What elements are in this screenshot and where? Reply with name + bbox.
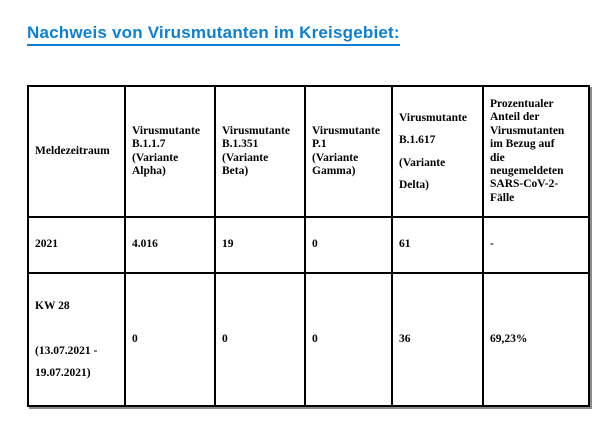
cell-gamma-2021: 0 [305,217,392,273]
header-cell-variante-gamma: Virusmutante P.1 (Variante Gamma) [305,86,392,217]
header-row [28,86,589,217]
page-title [27,23,400,46]
cell-beta-2021: 19 [215,217,305,273]
header-cell-variante-alpha: Virusmutante B.1.1.7 (Variante Alpha) [125,86,215,217]
cell-anteil-2021: - [483,217,589,273]
header-cell-variante-beta: Virusmutante B.1.351 (Variante Beta) [215,86,305,217]
cell-alpha-2021: 4.016 [125,217,215,273]
cell-delta-2021: 61 [392,217,483,273]
cell-gamma-kw28: 0 [305,273,392,406]
table-row-kw28 [28,273,589,406]
header-cell-meldezeitraum: Meldezeitraum [28,86,125,217]
cell-anteil-kw28: 69,23% [483,273,589,406]
header-cell-prozentualer-anteil: Prozentualer Anteil der Virusmutanten im Bezug auf die neugemeldeten SARS-CoV-2- Fälle [483,86,589,217]
virus-mutation-table [27,85,590,407]
cell-alpha-kw28: 0 [125,273,215,406]
header-cell-variante-delta: Virusmutante B.1.617 (Variante Delta) [392,86,483,217]
cell-beta-kw28: 0 [215,273,305,406]
cell-delta-kw28: 36 [392,273,483,406]
table-row-2021 [28,217,589,273]
virus-mutation-table-container [27,85,590,407]
cell-meldezeitraum-2021: 2021 [28,217,125,273]
cell-meldezeitraum-kw28: KW 28 (13.07.2021 - 19.07.2021) [28,273,125,406]
page-title-text: Nachweis von Virusmutanten im Kreisgebiet: [27,23,400,46]
